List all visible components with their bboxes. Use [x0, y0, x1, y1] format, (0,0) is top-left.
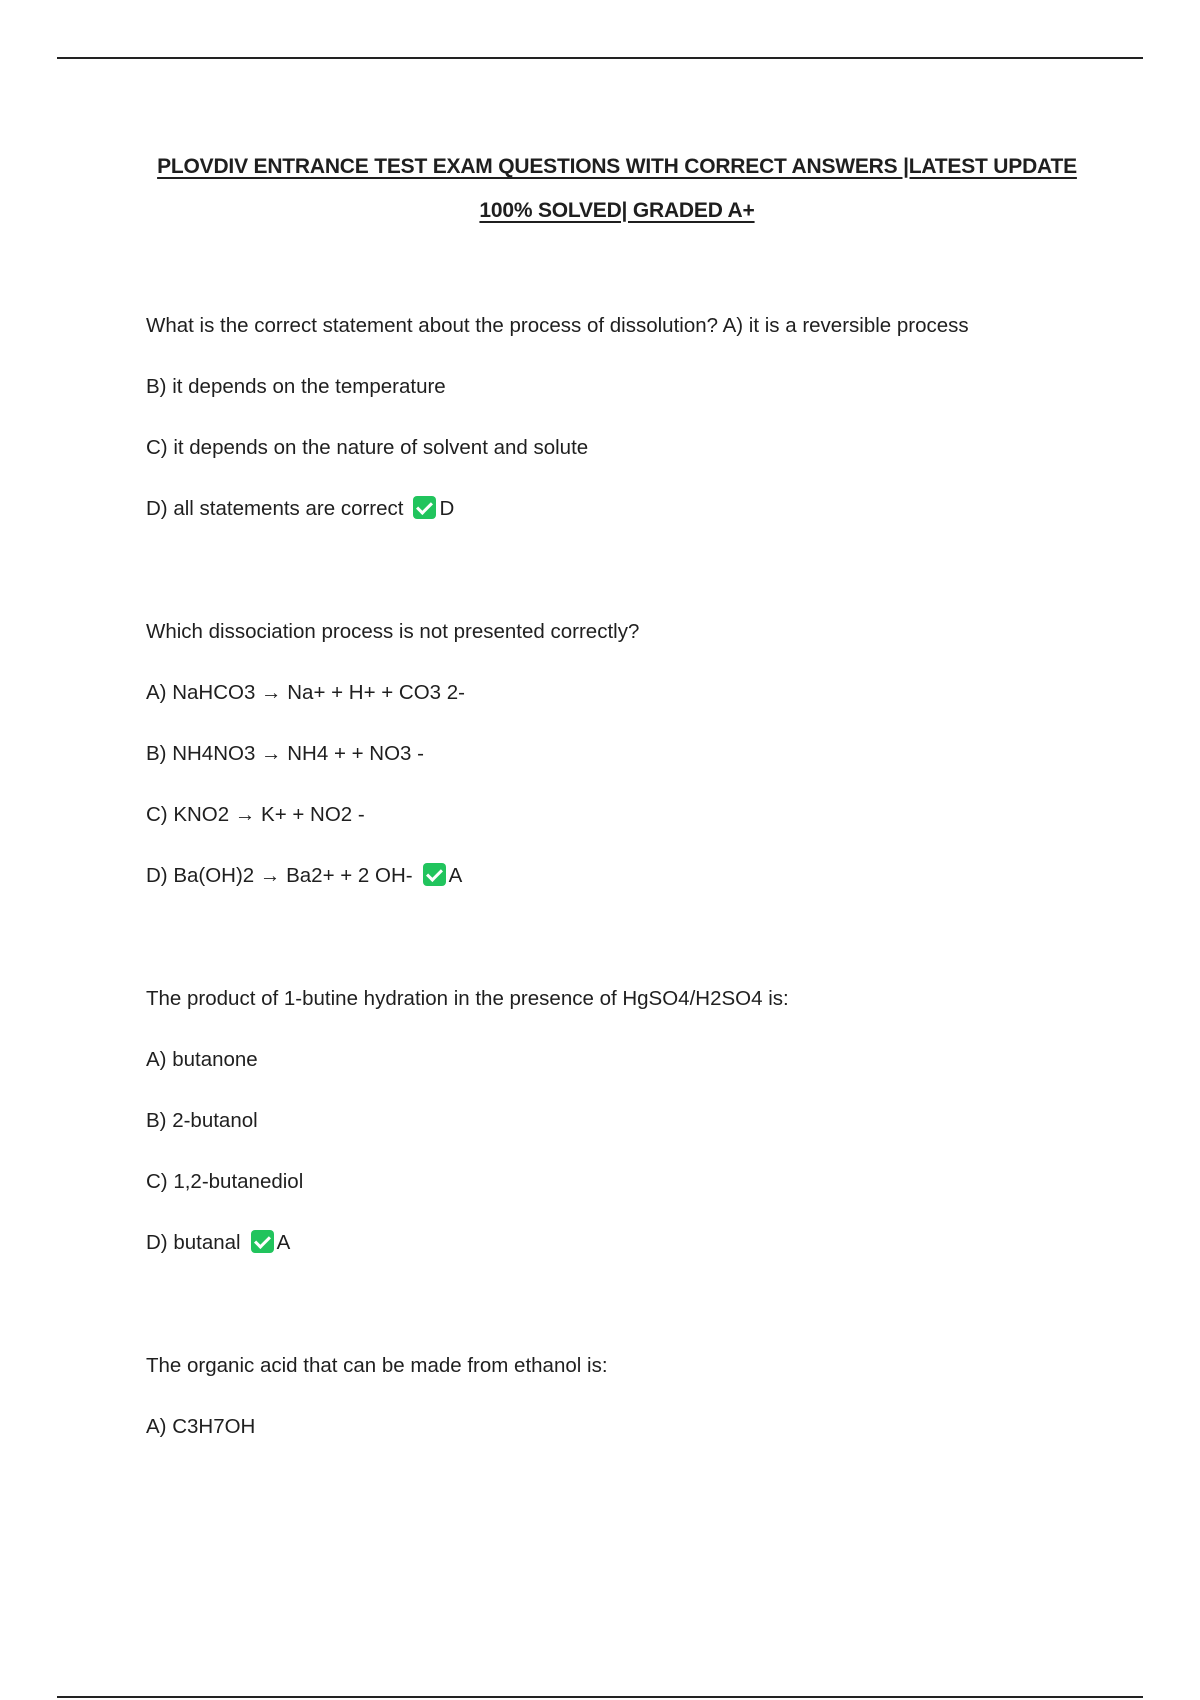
question-gap [146, 1286, 1106, 1348]
question-block [146, 1348, 1106, 1470]
option: B) 2-butanol [146, 1109, 258, 1132]
question-block [146, 614, 1106, 919]
option: B) NH4NO3 → NH4 + + NO3 - [146, 742, 424, 765]
question-block [146, 308, 1106, 552]
option: C) KNO2 → K+ + NO2 - [146, 803, 365, 826]
header-rule [57, 57, 1143, 59]
option-with-answer [146, 1225, 1106, 1286]
question-text: The product of 1-butine hydration in the presence of HgSO4/H2SO4 is: [146, 987, 789, 1010]
footer-rule [57, 1696, 1143, 1698]
question-list [146, 308, 1106, 1470]
answer: D [439, 497, 455, 520]
question-gap [146, 919, 1106, 981]
option: C) 1,2-butanediol [146, 1170, 304, 1193]
document-title [0, 145, 1200, 233]
question-gap [146, 552, 1106, 614]
check-mark-icon [251, 1230, 274, 1253]
question-text: What is the correct statement about the process of dissolution? A) it is a reversible process [146, 314, 969, 337]
answer: A [276, 1231, 291, 1254]
option: B) it depends on the temperature [146, 375, 446, 398]
check-mark-icon [423, 863, 446, 886]
option: D) Ba(OH)2 → Ba2+ + 2 OH- [146, 864, 413, 887]
option-with-answer [146, 491, 1106, 552]
title-line-1: PLOVDIV ENTRANCE TEST EXAM QUESTIONS WITH CORRECT ANSWERS |LATEST UPDATE [157, 155, 1077, 178]
answer: A [448, 864, 463, 887]
option: C) it depends on the nature of solvent and solute [146, 436, 589, 459]
question-text: Which dissociation process is not presented correctly? [146, 620, 640, 643]
option: D) butanal [146, 1231, 241, 1254]
option: A) C3H7OH [146, 1415, 256, 1438]
option: A) NaHCO3 → Na+ + H+ + CO3 2- [146, 681, 466, 704]
check-mark-icon [413, 496, 436, 519]
option-with-answer [146, 858, 1106, 919]
title-line-2: 100% SOLVED| GRADED A+ [479, 199, 755, 222]
question-block [146, 981, 1106, 1286]
option: A) butanone [146, 1048, 258, 1071]
option: D) all statements are correct [146, 497, 404, 520]
question-text: The organic acid that can be made from ethanol is: [146, 1354, 608, 1377]
